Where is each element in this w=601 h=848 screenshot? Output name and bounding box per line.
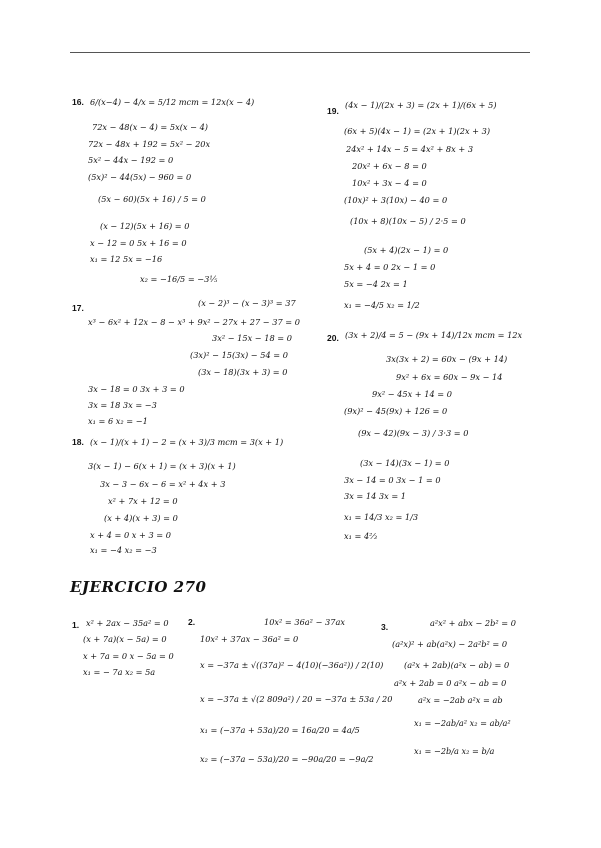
e2-line-4: x = −37a ± √(2 809a²) / 20 = −37a ± 53a / 20 [200, 694, 393, 704]
p18-line-1: 3(x − 1) − 6(x + 1) = (x + 3)(x + 1) [88, 461, 236, 471]
e3-line-7: x₁ = −2b/a x₂ = b/a [414, 746, 495, 756]
exercise-3-number: 3. [381, 622, 389, 632]
p20-line-2: 9x² + 6x = 60x − 9x − 14 [396, 372, 503, 382]
p19-line-5: (10x)² + 3(10x) − 40 = 0 [344, 195, 448, 205]
e3-line-3: (a²x + 2ab)(a²x − ab) = 0 [404, 660, 510, 670]
p17-line-6: 3x − 18 = 0 3x + 3 = 0 [88, 384, 185, 394]
top-rule [70, 52, 530, 53]
p16-line-9: x₂ = −16/5 = −3⅕ [140, 274, 218, 284]
p20-line-6: (3x − 14)(3x − 1) = 0 [360, 458, 450, 468]
e1-line-3: x + 7a = 0 x − 5a = 0 [83, 651, 174, 661]
problem-20-number: 20. [327, 333, 339, 343]
p18-line-4: (x + 4)(x + 3) = 0 [104, 513, 178, 523]
p17-line-7: 3x = 18 3x = −3 [88, 400, 157, 410]
p16-line-2: 72x − 48x + 192 = 5x² − 20x [88, 139, 211, 149]
problem-16-number: 16. [72, 97, 84, 107]
p19-line-3: 20x² + 6x − 8 = 0 [352, 161, 427, 171]
p16-line-1: 72x − 48(x − 4) = 5x(x − 4) [92, 122, 208, 132]
e3-line-1: a²x² + abx − 2b² = 0 [430, 618, 516, 628]
p20-line-9: x₁ = 14/3 x₂ = 1/3 [344, 512, 419, 522]
p19-line-4: 10x² + 3x − 4 = 0 [352, 178, 427, 188]
p19-line-7: (5x + 4)(2x − 1) = 0 [364, 245, 449, 255]
p16-line-4: (5x)² − 44(5x) − 960 = 0 [88, 172, 192, 182]
p17-line-4: (3x)² − 15(3x) − 54 = 0 [190, 350, 288, 360]
p20-line-7: 3x − 14 = 0 3x − 1 = 0 [344, 475, 441, 485]
p18-line-3: x² + 7x + 12 = 0 [108, 496, 178, 506]
p19-line-10: x₁ = −4/5 x₂ = 1/2 [344, 300, 420, 310]
p19-line-1: (6x + 5)(4x − 1) = (2x + 1)(2x + 3) [344, 126, 491, 136]
problem-20-head: (3x + 2)/4 = 5 − (9x + 14)/12x mcm = 12x [345, 330, 523, 340]
problem-19-head: (4x − 1)/(2x + 3) = (2x + 1)/(6x + 5) [345, 100, 497, 110]
p16-line-5: (5x − 60)(5x + 16) / 5 = 0 [98, 194, 206, 204]
e1-line-4: x₁ = − 7a x₂ = 5a [83, 667, 156, 677]
p16-line-3: 5x² − 44x − 192 = 0 [88, 155, 174, 165]
p19-line-9: 5x = −4 2x = 1 [344, 279, 408, 289]
p20-line-4: (9x)² − 45(9x) + 126 = 0 [344, 406, 448, 416]
problem-17-number: 17. [72, 303, 84, 313]
e2-line-2: 10x² + 37ax − 36a² = 0 [200, 634, 299, 644]
p19-line-2: 24x² + 14x − 5 = 4x² + 8x + 3 [346, 144, 474, 154]
e3-line-4: a²x + 2ab = 0 a²x − ab = 0 [394, 678, 507, 688]
p17-line-5: (3x − 18)(3x + 3) = 0 [198, 367, 288, 377]
p20-line-3: 9x² − 45x + 14 = 0 [372, 389, 452, 399]
p17-line-8: x₁ = 6 x₂ = −1 [88, 416, 148, 426]
p18-line-6: x₁ = −4 x₂ = −3 [90, 545, 157, 555]
p19-line-8: 5x + 4 = 0 2x − 1 = 0 [344, 262, 436, 272]
e2-line-3: x = −37a ± √((37a)² − 4(10)(−36a²)) / 2(10) [200, 660, 384, 670]
p20-line-1: 3x(3x + 2) = 60x − (9x + 14) [386, 354, 508, 364]
problem-18-number: 18. [72, 437, 84, 447]
p17-line-1: (x − 2)³ − (x − 3)³ = 37 [198, 298, 296, 308]
e2-line-5: x₁ = (−37a + 53a)/20 = 16a/20 = 4a/5 [200, 725, 360, 735]
p16-line-8: x₁ = 12 5x = −16 [90, 254, 163, 264]
p20-line-8: 3x = 14 3x = 1 [344, 491, 407, 501]
e3-line-2: (a²x)² + ab(a²x) − 2a²b² = 0 [392, 639, 508, 649]
p20-line-5: (9x − 42)(9x − 3) / 3·3 = 0 [358, 428, 469, 438]
e3-line-5: a²x = −2ab a²x = ab [418, 695, 503, 705]
p16-line-6: (x − 12)(5x + 16) = 0 [100, 221, 190, 231]
problem-19-number: 19. [327, 106, 339, 116]
exercise-1-number: 1. [72, 620, 80, 630]
problem-16-head: 6/(x−4) − 4/x = 5/12 mcm = 12x(x − 4) [90, 97, 255, 107]
e2-line-1: 10x² = 36a² − 37ax [264, 617, 345, 627]
problem-18-head: (x − 1)/(x + 1) − 2 = (x + 3)/3 mcm = 3(x + 1) [90, 437, 284, 447]
e3-line-6: x₁ = −2ab/a² x₂ = ab/a² [414, 718, 511, 728]
p20-line-10: x₁ = 4⅔ [344, 531, 378, 541]
exercise-2-number: 2. [188, 617, 196, 627]
p16-line-7: x − 12 = 0 5x + 16 = 0 [90, 238, 187, 248]
p17-line-2: x³ − 6x² + 12x − 8 − x³ + 9x² − 27x + 27 − 37 = 0 [88, 317, 300, 327]
e2-line-6: x₂ = (−37a − 53a)/20 = −90a/20 = −9a/2 [200, 754, 374, 764]
p18-line-5: x + 4 = 0 x + 3 = 0 [90, 530, 171, 540]
p17-line-3: 3x² − 15x − 18 = 0 [212, 333, 292, 343]
e1-line-2: (x + 7a)(x − 5a) = 0 [83, 634, 167, 644]
e1-line-1: x² + 2ax − 35a² = 0 [86, 618, 169, 628]
p18-line-2: 3x − 3 − 6x − 6 = x² + 4x + 3 [100, 479, 226, 489]
p19-line-6: (10x + 8)(10x − 5) / 2·5 = 0 [350, 216, 466, 226]
section-title: EJERCICIO 270 [70, 578, 207, 596]
